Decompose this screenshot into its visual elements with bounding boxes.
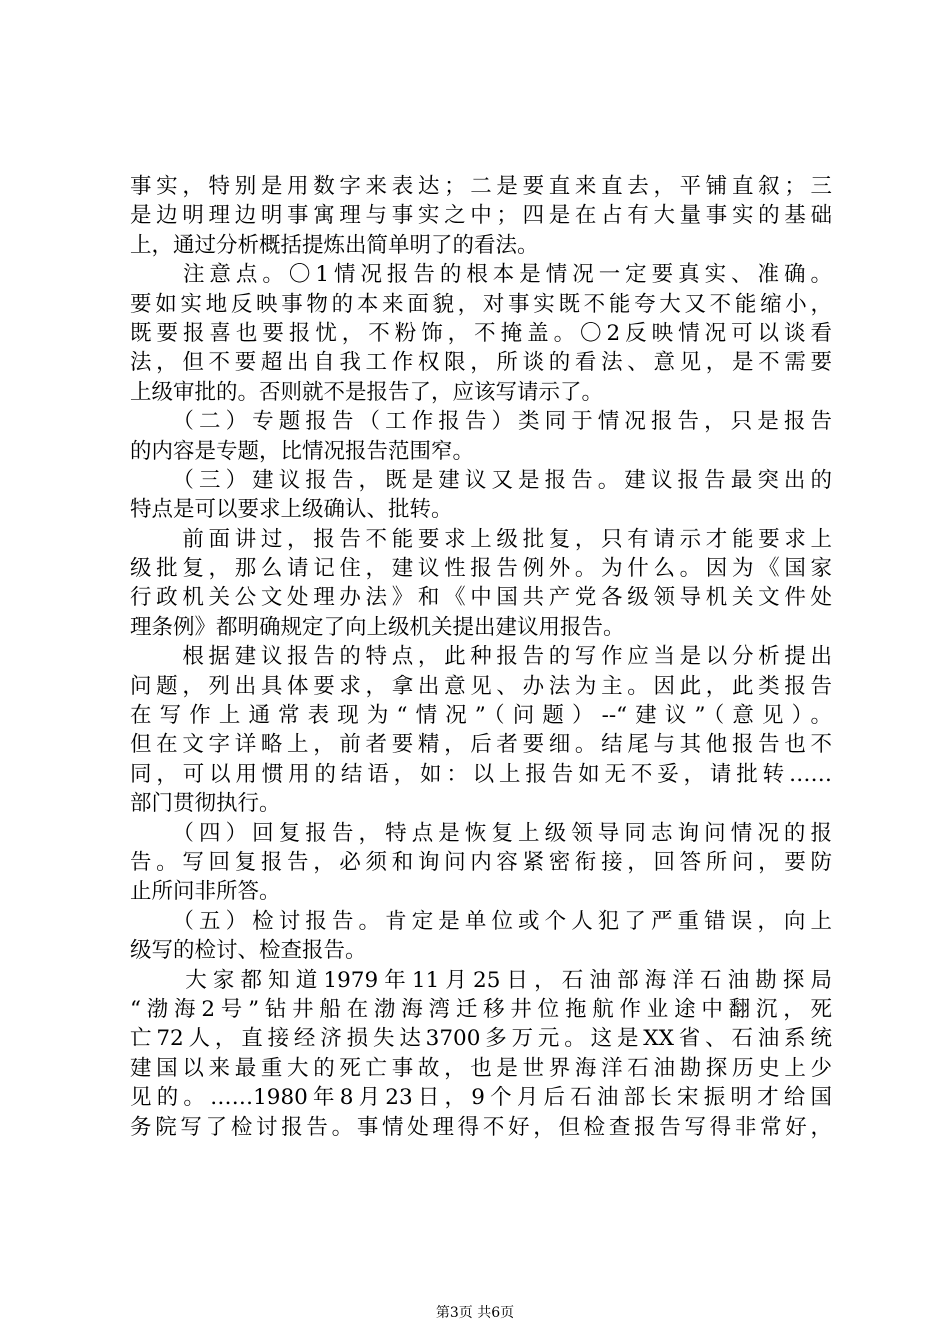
text-line: （四）回复报告，特点是恢复上级领导同志询问情况的报 (130, 820, 832, 846)
text-line: 务院写了检讨报告。事情处理得不好，但检查报告写得非常好， (130, 1114, 832, 1140)
text-line: 行政机关公文处理办法》和《中国共产党各级领导机关文件处 (130, 585, 832, 611)
text-line: 是边明理边明事寓理与事实之中；四是在占有大量事实的基础 (130, 203, 832, 229)
text-line: 问题，列出具体要求，拿出意见、办法为主。因此，此类报告 (130, 673, 832, 699)
text-line: （五）检讨报告。肯定是单位或个人犯了严重错误，向上 (130, 908, 832, 934)
text-line: 但在文字详略上，前者要精，后者要细。结尾与其他报告也不 (130, 732, 832, 758)
text-line: 在写作上通常表现为“情况”（问题）--“建议”（意见）。 (130, 703, 832, 729)
text-line: 注意点。〇1情况报告的根本是情况一定要真实、准确。 (130, 262, 832, 288)
text-line: 上级审批的。否则就不是报告了，应该写请示了。 (130, 379, 604, 405)
text-line: 级批复，那么请记住，建议性报告例外。为什么。因为《国家 (130, 556, 832, 582)
text-line: （二）专题报告（工作报告）类同于情况报告，只是报告 (130, 409, 832, 435)
text-line: （三）建议报告，既是建议又是报告。建议报告最突出的 (130, 467, 832, 493)
text-line: 部门贯彻执行。 (130, 791, 281, 817)
text-line: 前面讲过，报告不能要求上级批复，只有请示才能要求上 (130, 526, 832, 552)
document-body (130, 172, 832, 1142)
text-line: 事实，特别是用数字来表达；二是要直来直去，平铺直叙；三 (130, 174, 832, 199)
text-line: 建国以来最重大的死亡事故，也是世界海洋石油勘探历史上少 (130, 1055, 832, 1081)
text-line: 特点是可以要求上级确认、批转。 (130, 497, 453, 523)
text-line: 级写的检讨、检查报告。 (130, 938, 367, 964)
text-line: 根据建议报告的特点，此种报告的写作应当是以分析提出 (130, 644, 832, 670)
text-line: 要如实地反映事物的本来面貌，对事实既不能夸大又不能缩小， (130, 291, 832, 317)
text-line: 法，但不要超出自我工作权限，所谈的看法、意见，是不需要 (130, 350, 832, 376)
text-line: 亡72人，直接经济损失达3700多万元。这是XX省、石油系统 (130, 1026, 832, 1052)
text-line: 同，可以用惯用的结语，如：以上报告如无不妥，请批转…… (130, 761, 832, 787)
text-line: “渤海2号”钻井船在渤海湾迁移井位拖航作业途中翻沉，死 (130, 996, 832, 1022)
text-line: 告。写回复报告，必须和询问内容紧密衔接，回答所问，要防 (130, 849, 832, 875)
text-line: 上，通过分析概括提炼出简单明了的看法。 (130, 232, 539, 258)
text-line: 的内容是专题，比情况报告范围窄。 (130, 438, 475, 464)
text-line: 理条例》都明确规定了向上级机关提出建议用报告。 (130, 614, 625, 640)
page-footer: 第3页 共6页 (435, 1305, 515, 1321)
text-line: 大家都知道1979年11月25日，石油部海洋石油勘探局 (130, 967, 832, 993)
text-line: 见的。……1980年8月23日，9个月后石油部长宋振明才给国 (130, 1085, 832, 1111)
text-line: 止所问非所答。 (130, 879, 281, 905)
text-line: 既要报喜也要报忧，不粉饰，不掩盖。〇2反映情况可以谈看 (130, 320, 832, 346)
